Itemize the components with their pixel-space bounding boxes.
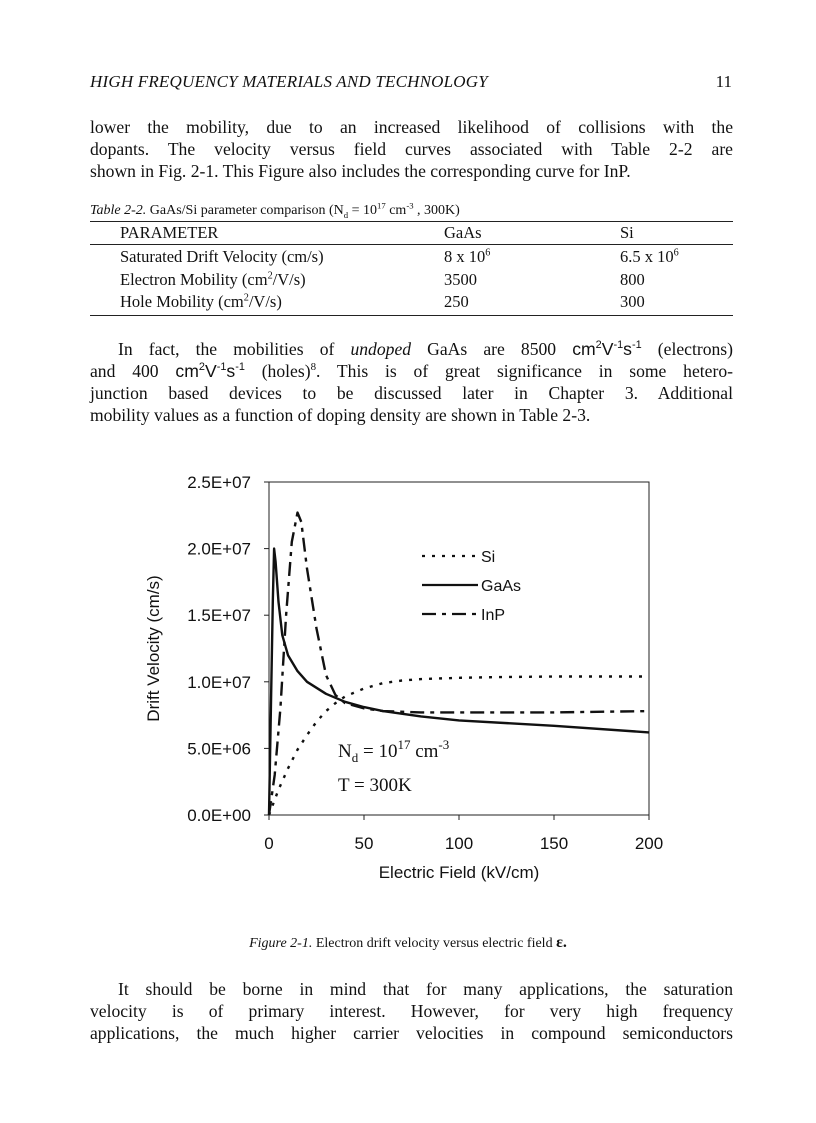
x-tick-label: 100 (444, 834, 474, 853)
paragraph-line: velocity is of primary interest. However, for very high frequency (90, 1001, 733, 1021)
unit-part: V (601, 339, 614, 359)
running-header: HIGH FREQUENCY MATERIALS AND TECHNOLOGY (90, 72, 488, 91)
caption-text: GaAs/Si parameter comparison (N (149, 203, 344, 218)
x-tick-label: 150 (539, 834, 569, 853)
caption-text: = 10 (348, 203, 378, 218)
legend-label-gaas: GaAs (481, 578, 522, 595)
annotation-temperature: T = 300K (338, 775, 412, 796)
table-caption-label: Table 2-2. (90, 203, 147, 218)
param-text: /V/s) (272, 270, 306, 289)
text: and 400 (90, 361, 176, 381)
y-tick-label: 2.0E+07 (187, 539, 251, 559)
unit-sup: 2 (595, 339, 602, 352)
figure-caption-label: Figure 2-1. (249, 936, 313, 951)
text: In fact, the mobilities of (118, 339, 351, 359)
paragraph-saturation (90, 978, 733, 1044)
text: . This is of great significance in some hetero- (316, 361, 733, 381)
paragraph-line: applications, the much higher carrier velocities in compound semiconductors (90, 1023, 733, 1043)
y-tick-label: 0.0E+00 (187, 806, 251, 825)
table-cell-gaas: 3500 (444, 270, 477, 289)
table-cell-si: 800 (620, 270, 645, 289)
plot-frame (269, 482, 649, 815)
y-tick-label: 5.0E+06 (187, 739, 251, 759)
paragraph-line: shown in Fig. 2-1. This Figure also includes the corresponding curve for InP. (90, 161, 631, 181)
unit-part: V (204, 361, 217, 381)
unit-part: cm (572, 339, 596, 359)
param-text: Hole Mobility (cm (120, 292, 244, 311)
unit-sup: -1 (216, 361, 227, 374)
paragraph-line: lower the mobility, due to an increased likelihood of collisions with the (90, 117, 733, 137)
page-number: 11 (715, 72, 732, 91)
param-text: /V/s) (248, 292, 282, 311)
param-sup: 2 (267, 270, 273, 282)
x-axis-label: Electric Field (kV/cm) (378, 863, 540, 882)
epsilon-symbol: ε. (556, 934, 567, 951)
y-axis-label: Drift Velocity (cm/s) (144, 575, 163, 722)
value-exp: 6 (673, 247, 679, 259)
x-tick-label: 50 (354, 834, 374, 853)
paragraph-line: junction based devices to be discussed later in Chapter 3. Additional (90, 383, 733, 403)
unit-sup: 2 (198, 361, 205, 374)
value-base: 8 x 10 (444, 247, 486, 266)
figure-caption-text: Electron drift velocity versus electric field (312, 936, 557, 951)
unit-part: s (226, 361, 236, 381)
value-exp: 6 (485, 247, 491, 259)
text: (electrons) (641, 339, 733, 359)
caption-sup: -3 (406, 200, 414, 211)
y-tick-label: 1.0E+07 (187, 672, 251, 692)
unit-part: cm (175, 361, 199, 381)
unit-sup: -1 (613, 339, 624, 352)
x-tick-label: 200 (634, 834, 664, 853)
unit-sup: -1 (631, 339, 642, 352)
param-text: Electron Mobility (cm (120, 270, 268, 289)
text: GaAs are 8500 (411, 339, 573, 359)
y-tick-label: 1.5E+07 (187, 606, 251, 626)
caption-sub: d (343, 209, 349, 220)
series-gaas-line (269, 549, 649, 815)
x-tick-label: 0 (264, 834, 274, 853)
table-cell-gaas: 250 (444, 292, 469, 311)
paragraph-line: mobility values as a function of doping density are shown in Table 2-3. (90, 405, 591, 425)
unit-part: s (623, 339, 632, 359)
table-cell-si: 300 (620, 292, 645, 311)
legend-label-si: Si (481, 549, 496, 566)
text: (holes) (244, 361, 311, 381)
caption-text: cm (385, 203, 407, 218)
reference-sup: 8 (310, 361, 317, 374)
paragraph-line: It should be borne in mind that for many applications, the saturation (118, 979, 733, 999)
table-header-gaas: GaAs (444, 223, 482, 242)
y-tick-label: 2.5E+07 (187, 473, 251, 492)
value-base: 6.5 x 10 (620, 247, 674, 266)
legend-label-inp: InP (481, 607, 506, 624)
series-inp-line (269, 513, 649, 815)
table-header-si: Si (620, 223, 634, 242)
paragraph-line: dopants. The velocity versus field curves associated with Table 2-2 are (90, 139, 733, 159)
unit-sup: -1 (235, 361, 245, 374)
emphasis: undoped (350, 339, 412, 359)
caption-text: , 300K) (413, 203, 460, 218)
figure-caption (0, 934, 816, 952)
table-cell-param: Saturated Drift Velocity (cm/s) (120, 247, 324, 266)
series-si-line (269, 677, 649, 816)
caption-sup: 17 (377, 200, 386, 211)
param-sup: 2 (243, 292, 249, 304)
table-header-parameter: PARAMETER (120, 223, 219, 242)
annotation-doping: $N_d = 10^{17}$ $cm^{-3}$ (338, 737, 450, 765)
